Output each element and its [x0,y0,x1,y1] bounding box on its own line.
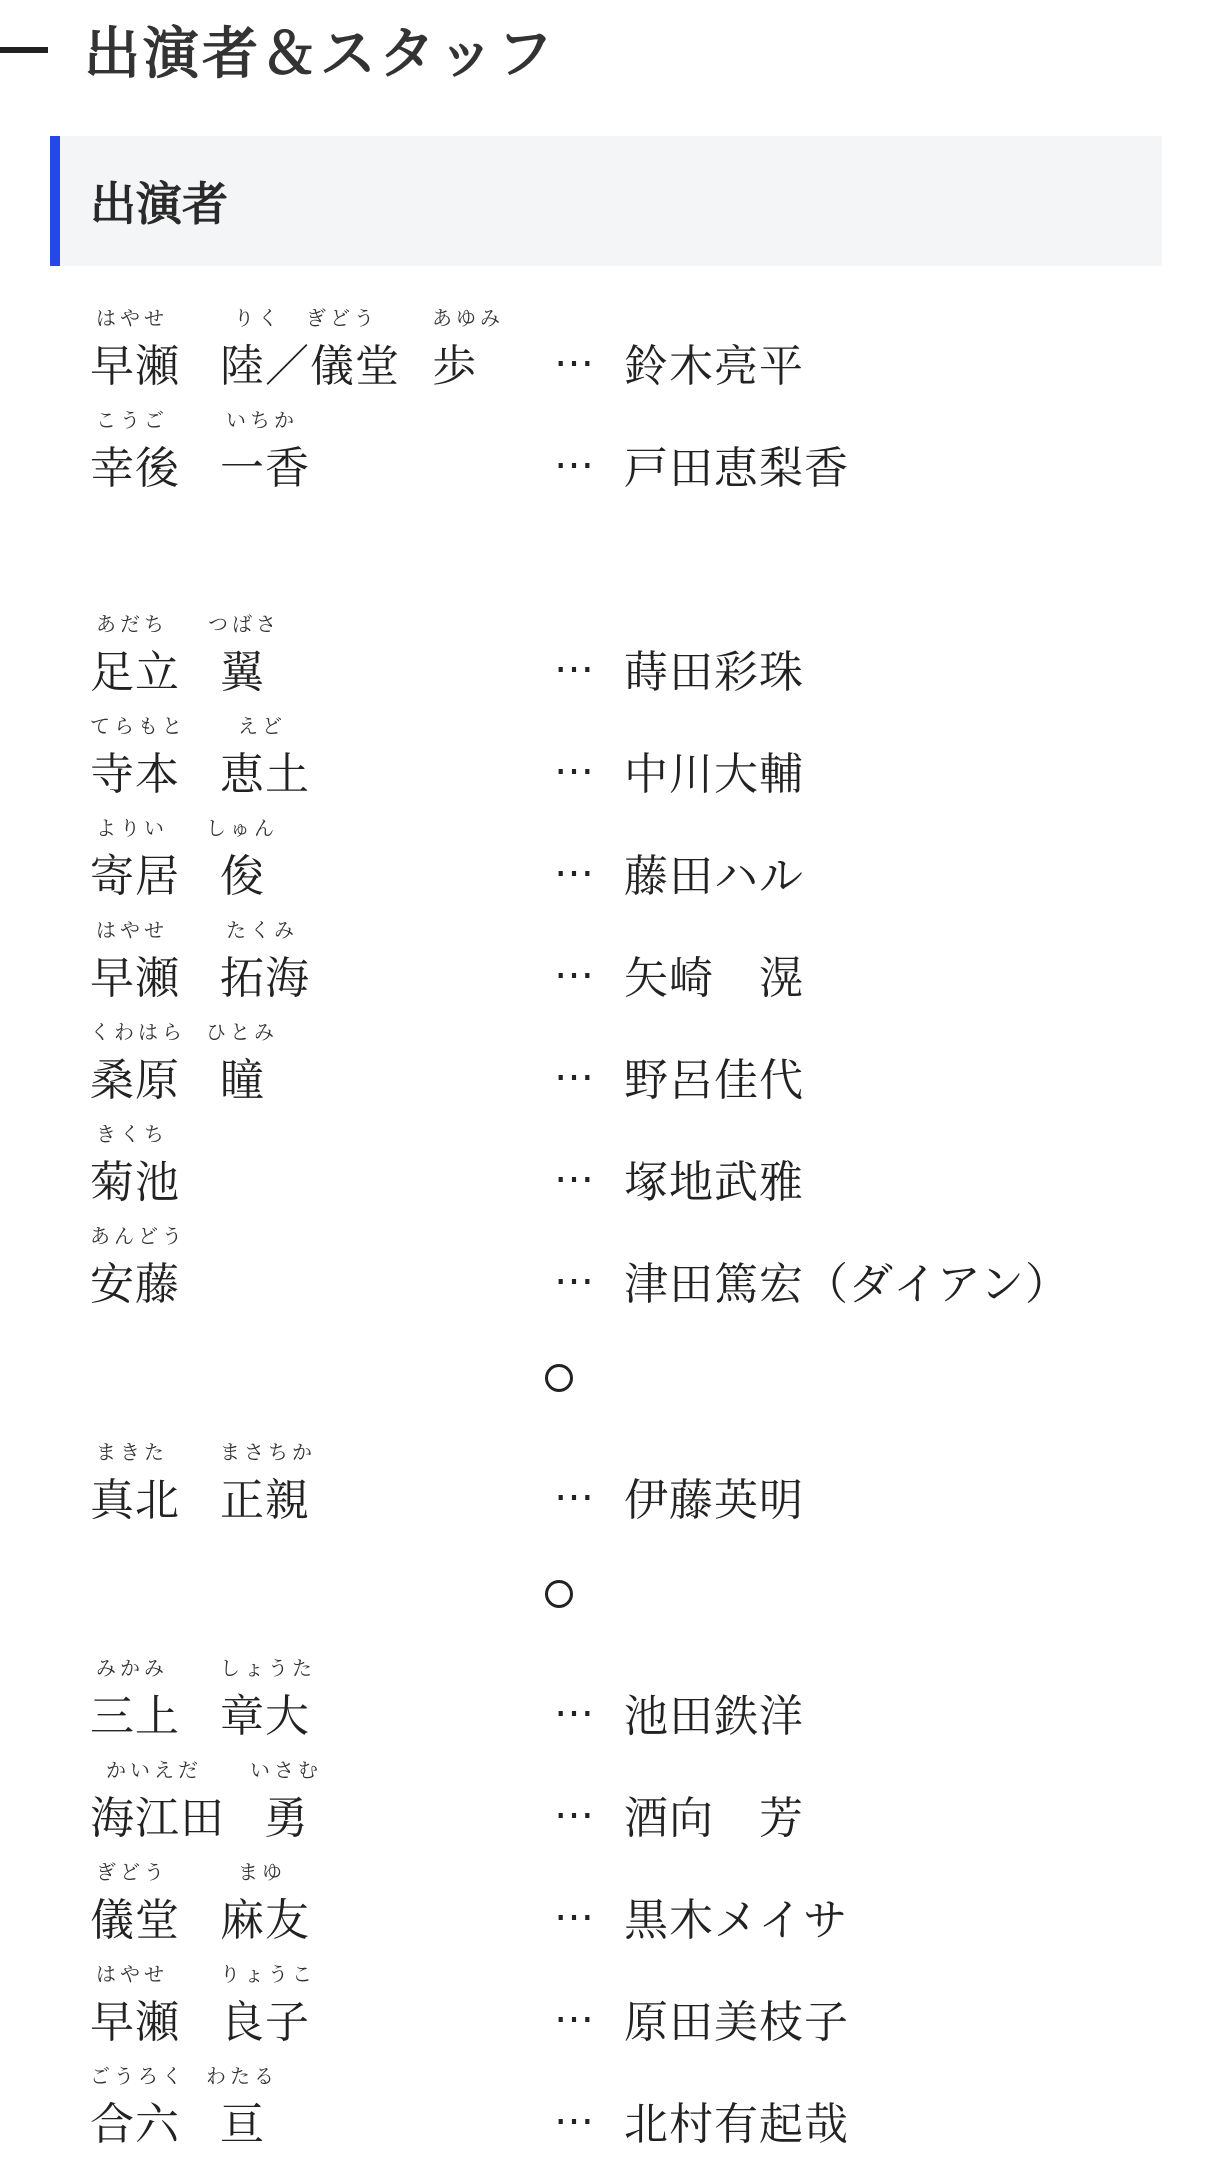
cast-row [0,914,1206,1014]
role-kanji: 良子 [220,1997,310,2048]
role-ruby: あんどう [90,1224,186,1248]
role-ruby: ひとみ [206,1020,278,1044]
separator-dots: … [554,330,594,376]
cast-row [0,1436,1206,1536]
role-kanji: 亘 [220,2099,265,2150]
role-kanji: 寺本 [90,749,180,800]
role-ruby: あゆみ [432,306,504,330]
role-name-part [220,710,310,810]
role-ruby: こうご [96,408,168,432]
role-kanji: 三上 [90,1691,180,1742]
actor-name: 藤田ハル [624,851,804,902]
role-kanji: 菊池 [90,1157,180,1208]
role-name-part [90,1016,186,1116]
separator-circle-icon [545,1580,573,1608]
role-ruby: たくみ [226,918,298,942]
role-ruby: みかみ [96,1656,168,1680]
cast-row [0,1754,1206,1854]
actor-name: 津田篤宏（ダイアン） [624,1259,1071,1310]
role-ruby: いちか [226,408,298,432]
role-kanji: 早瀬 [90,1997,180,2048]
role-kanji: 恵土 [220,749,310,800]
role-kanji: 瞳 [220,1055,265,1106]
actor-name: 中川大輔 [624,749,804,800]
cast-row [0,2060,1206,2154]
role-name-part [220,302,400,402]
role-name-part [206,812,278,912]
actor-name: 鈴木亮平 [624,341,804,392]
cast-row [0,1016,1206,1116]
role-ruby: くわはら [90,1020,186,1044]
separator-dots: … [554,1680,594,1726]
role-ruby: しゅん [206,816,278,840]
cast-row [0,1118,1206,1218]
actor-name: 黒木メイサ [624,1895,849,1946]
role-kanji: 章大 [220,1691,310,1742]
separator-dots: … [554,1146,594,1192]
role-name-part [206,1016,278,1116]
role-kanji: 陸／儀堂 [220,341,400,392]
role-kanji: 桑原 [90,1055,180,1106]
actor-name: 北村有起哉 [624,2099,849,2150]
separator-circle-icon [545,1364,573,1392]
role-ruby: まきた [96,1440,168,1464]
role-kanji: 海江田 [90,1793,225,1844]
cast-row [0,608,1206,708]
actor-name: 戸田恵梨香 [624,443,849,494]
separator-dots: … [554,1248,594,1294]
role-kanji: 足立 [90,647,180,698]
role-name-part [206,2060,278,2160]
role-ruby: かいえだ [106,1758,202,1782]
role-kanji: 安藤 [90,1259,180,1310]
role-name-part [90,1856,180,1956]
role-name-part [90,1220,186,1320]
separator-dots: … [554,1464,594,1510]
role-name-part [90,710,186,810]
cast-row [0,404,1206,504]
role-ruby: ぎどう [96,1860,168,1884]
role-ruby: てらもと [90,714,186,738]
role-kanji: 儀堂 [90,1895,180,1946]
separator-dots: … [554,432,594,478]
actor-name: 伊藤英明 [624,1475,804,1526]
actor-name: 蒔田彩珠 [624,647,804,698]
cast-row [0,1220,1206,1320]
role-kanji: 幸後 [90,443,180,494]
role-name-part [90,914,180,1014]
separator-dots: … [554,1044,594,1090]
role-ruby: わたる [206,2064,278,2088]
role-name-part [90,404,180,504]
actor-name: 池田鉄洋 [624,1691,804,1742]
page-heading [0,10,556,90]
role-name-part [90,1958,180,2058]
separator-dots: … [554,1986,594,2032]
role-ruby: よりい [96,816,168,840]
role-ruby: まゆ [238,1860,286,1884]
role-ruby: はやせ [96,1962,168,1986]
role-kanji: 拓海 [220,953,310,1004]
role-name-part [220,914,310,1014]
role-name-part [432,302,504,402]
actor-name: 酒向 芳 [624,1793,804,1844]
heading-dash [0,47,48,53]
role-name-part [90,302,180,402]
role-name-part [220,1652,316,1752]
role-ruby: はやせ [96,306,168,330]
separator-dots: … [554,2088,594,2134]
role-kanji: 一香 [220,443,310,494]
role-ruby: あだち [96,612,168,636]
cast-row [0,1958,1206,2058]
role-name-part [90,1118,180,1218]
role-name-part [90,1754,225,1854]
role-name-part [90,608,180,708]
role-kanji: 麻友 [220,1895,310,1946]
role-kanji: 真北 [90,1475,180,1526]
role-kanji: 正親 [220,1475,310,1526]
section-title: 出演者 [90,177,228,231]
role-kanji: 俊 [220,851,265,902]
role-name-part [220,1958,316,2058]
role-name-part [220,1856,310,1956]
role-ruby: いさむ [250,1758,322,1782]
separator-dots: … [554,1884,594,1930]
actor-name: 野呂佳代 [624,1055,804,1106]
role-kanji: 合六 [90,2099,180,2150]
role-kanji: 早瀬 [90,953,180,1004]
role-ruby: りく ぎどう [234,306,378,330]
separator-dots: … [554,840,594,886]
role-name-part [90,1652,180,1752]
role-ruby: はやせ [96,918,168,942]
page-title: 出演者＆スタッフ [84,22,556,87]
cast-row [0,710,1206,810]
role-name-part [208,608,280,708]
cast-row [0,1856,1206,1956]
actor-name: 矢崎 滉 [624,953,804,1004]
role-kanji: 寄居 [90,851,180,902]
role-name-part [90,2060,186,2160]
separator-dots: … [554,1782,594,1828]
role-kanji: 翼 [220,647,265,698]
role-kanji: 勇 [264,1793,309,1844]
separator-dots: … [554,636,594,682]
role-name-part [90,812,180,912]
role-kanji: 早瀬 [90,341,180,392]
role-name-part [220,1436,316,1536]
role-ruby: しょうた [220,1656,316,1680]
role-ruby: つばさ [208,612,280,636]
cast-row [0,1652,1206,1752]
role-ruby: ごうろく [90,2064,186,2088]
role-ruby: えど [238,714,286,738]
role-ruby: まさちか [220,1440,316,1464]
role-name-part [250,1754,322,1854]
role-name-part [90,1436,180,1536]
separator-dots: … [554,942,594,988]
actor-name: 塚地武雅 [624,1157,804,1208]
role-name-part [220,404,310,504]
role-kanji: 歩 [432,341,477,392]
separator-dots: … [554,738,594,784]
role-ruby: きくち [96,1122,168,1146]
cast-section-header [50,136,1162,266]
cast-row [0,812,1206,912]
role-ruby: りょうこ [220,1962,316,1986]
cast-row [0,302,1206,402]
actor-name: 原田美枝子 [624,1997,849,2048]
